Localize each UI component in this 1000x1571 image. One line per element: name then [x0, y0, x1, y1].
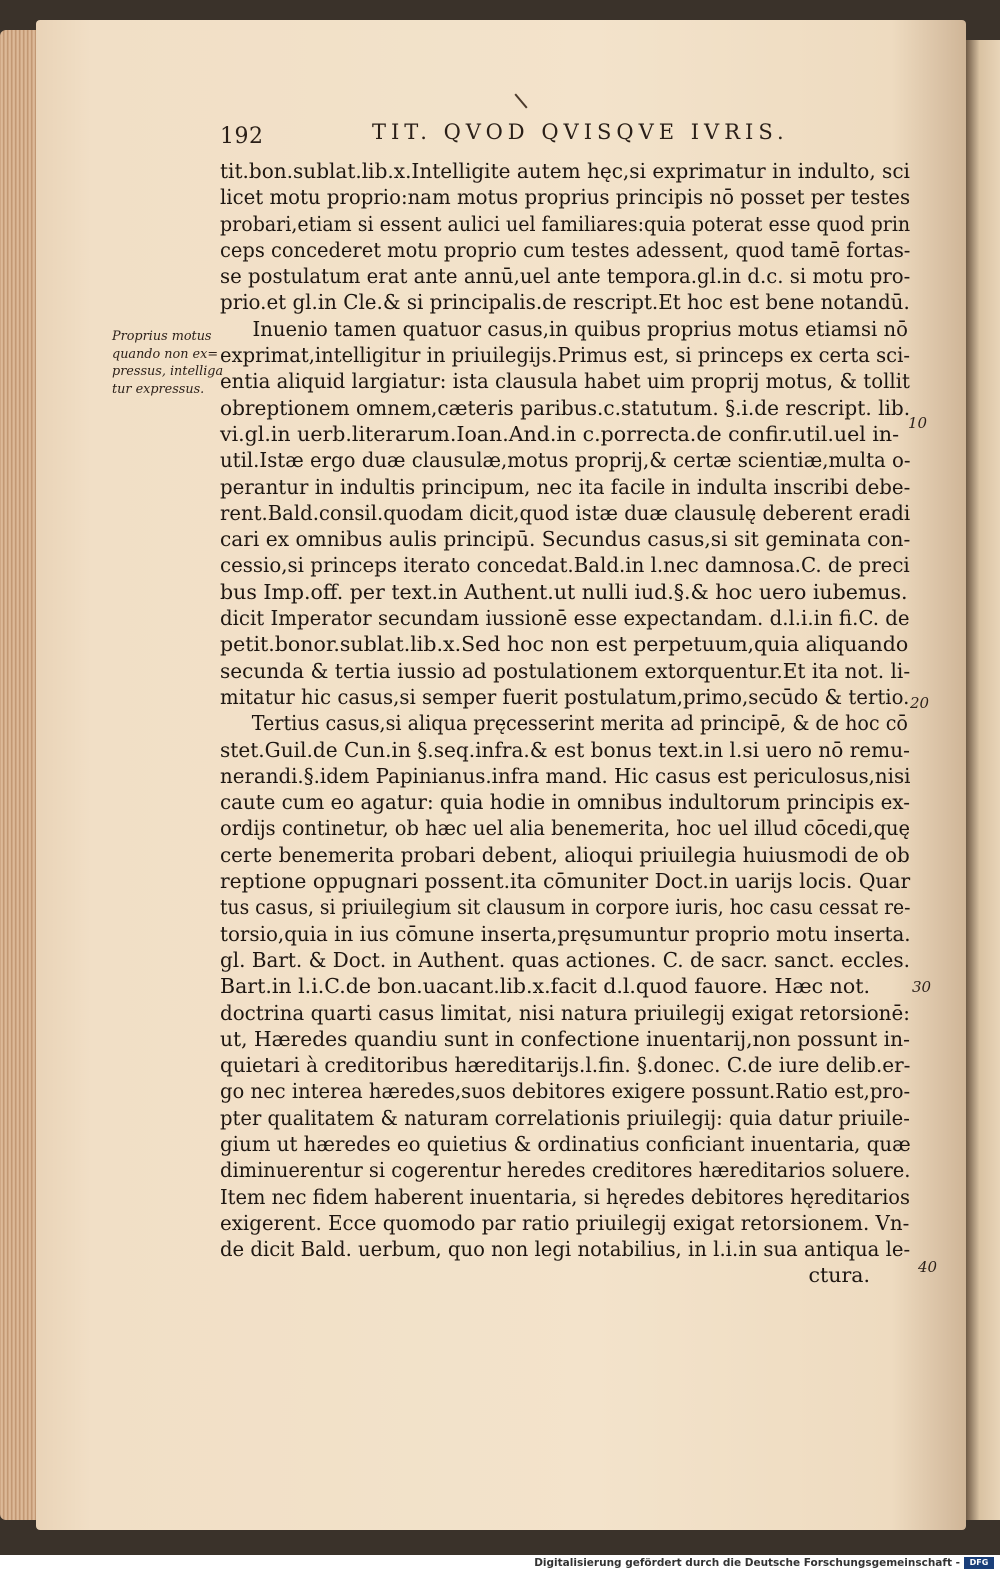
- text-line: ordijs continetur, ob hæc uel alia benemerita, hoc uel illud cōcedi,quę: [220, 816, 911, 841]
- text-line: caute cum eo agatur: quia hodie in omnibus indultorum principis ex-: [220, 790, 910, 815]
- text-line: ut, Hæredes quandiu sunt in confectione inuentarij,non possunt in-: [220, 1026, 910, 1051]
- margin-note-line: quando non ex=: [112, 346, 219, 362]
- line-number: 30: [912, 978, 932, 996]
- text-line: certe benemerita probari debent, alioqui priuilegia huiusmodi de ob: [220, 842, 910, 867]
- margin-note-line: pressus, intelliga: [112, 364, 224, 379]
- running-head: TIT. QVOD QVISQVE IVRIS.: [372, 120, 789, 144]
- text-line: Inuenio tamen quatuor casus,in quibus proprius motus etiamsi nō: [252, 316, 908, 341]
- text-line: cari ex omnibus aulis principū. Secundus casus,si sit geminata con-: [220, 527, 911, 552]
- line-number: 40: [918, 1258, 938, 1276]
- margin-note-line: Proprius motus: [112, 329, 212, 344]
- text-line: nerandi.§.idem Papinianus.infra mand. Hic casus est periculosus,nisi: [220, 763, 911, 788]
- text-line: entia aliquid largiatur: ista clausula habet uim proprij motus, & tollit: [220, 369, 910, 394]
- text-line: de dicit Bald. uerbum, quo non legi notabilius, in l.i.in sua antiqua le-: [220, 1237, 911, 1262]
- text-line: dicit Imperator secundam iussionē esse expectandam. d.l.i.in fi.C. de: [220, 606, 910, 631]
- text-line: obreptionem omnem,cæteris paribus.c.statutum. §.i.de rescript. lib.: [220, 395, 911, 420]
- text-line: go nec interea hæredes,suos debitores exigere possunt.Ratio est,pro-: [220, 1079, 911, 1104]
- text-line: quietari à creditoribus hæreditarijs.l.fin. §.donec. C.de iure delib.er-: [220, 1053, 911, 1078]
- text-line: vi.gl.in uerb.literarum.Ioan.And.in c.porrecta.de confir.util.uel in-: [220, 421, 900, 446]
- text-line: gl. Bart. & Doct. in Authent. quas actiones. C. de sacr. sanct. eccles.: [220, 947, 910, 972]
- text-line: Tertius casus,si aliqua pręcesserint merita ad principē, & de hoc cō: [251, 711, 908, 736]
- text-line: probari,etiam si essent aulici uel familiares:quia poterat esse quod prin: [220, 211, 911, 236]
- text-line: licet motu proprio:nam motus proprius principis nō posset per testes: [220, 185, 911, 210]
- text-line: reptione oppugnari possent.ita cōmuniter Doct.in uarijs locis. Quar: [220, 869, 911, 894]
- page-edges: [0, 30, 40, 1520]
- text-line: diminuerentur si cogerentur heredes creditores hæreditarios soluere.: [220, 1158, 911, 1183]
- text-line: mitatur hic casus,si semper fuerit postulatum,primo,secūdo & tertio.: [220, 684, 910, 709]
- facing-page-edge: [966, 40, 1000, 1520]
- margin-note: [112, 328, 222, 398]
- text-line: se postulatum erat ante annū,uel ante tempora.gl.in d.c. si motu pro-: [220, 264, 911, 289]
- digitization-footer: [0, 1555, 1000, 1571]
- text-line: cessio,si princeps iterato concedat.Bald.in l.nec damnosa.C. de preci: [220, 553, 910, 578]
- text-line: doctrina quarti casus limitat, nisi natura priuilegij exigat retorsionē:: [220, 1000, 910, 1025]
- dfg-logo: DFG: [964, 1557, 994, 1569]
- text-line: ceps concederet motu proprio cum testes adessent, quod tamē fortas-: [220, 237, 911, 262]
- footer-credit: Digitalisierung gefördert durch die Deutsche Forschungsgemeinschaft -: [534, 1557, 960, 1569]
- text-line: Bart.in l.i.C.de bon.uacant.lib.x.facit d.l.quod fauore. Hæc not.: [220, 974, 870, 999]
- text-line: Item nec fidem haberent inuentaria, si hęredes debitores hęreditarios: [220, 1184, 910, 1209]
- text-line: exprimat,intelligitur in priuilegijs.Primus est, si princeps ex certa sci-: [220, 343, 910, 368]
- text-line: tit.bon.sublat.lib.x.Intelligite autem hęc,si exprimatur in indulto, sci: [220, 159, 910, 183]
- text-line: rent.Bald.consil.quodam dicit,quod istæ duæ clausulę deberent eradi: [220, 500, 911, 525]
- text-line: secunda & tertia iussio ad postulationem extorquentur.Et ita not. li-: [220, 658, 911, 683]
- text-line: util.Istæ ergo duæ clausulæ,motus proprij,& certæ scientiæ,multa o-: [220, 448, 911, 473]
- text-line: prio.et gl.in Cle.& si principalis.de rescript.Et hoc est bene notandū.: [220, 290, 910, 315]
- catchword: ctura.: [808, 1263, 870, 1288]
- margin-note-line: tur expressus.: [112, 381, 205, 397]
- text-line: torsio,quia in ius cōmune inserta,pręsumuntur proprio motu inserta.: [220, 921, 911, 946]
- text-line: exigerent. Ecce quomodo par ratio priuilegij exigat retorsionem. Vn-: [220, 1210, 910, 1235]
- text-line: tus casus, si priuilegium sit clausum in corpore iuris, hoc casu cessat re-: [220, 895, 911, 920]
- line-number: 20: [910, 694, 930, 712]
- text-line: gium ut hæredes eo quietius & ordinatius conficiant inuentaria, quæ: [220, 1131, 911, 1156]
- line-number: 10: [908, 414, 928, 432]
- text-line: pter qualitatem & naturam correlationis priuilegij: quia datur priuile-: [220, 1105, 910, 1130]
- text-line: petit.bonor.sublat.lib.x.Sed hoc non est perpetuum,quia aliquando: [220, 632, 909, 657]
- text-line: perantur in indultis principum, nec ita facile in indulta inscribi debe-: [220, 474, 911, 499]
- body-text: [220, 158, 910, 1289]
- text-line: stet.Guil.de Cun.in §.seq.infra.& est bonus text.in l.si uero nō remu-: [220, 737, 910, 762]
- page-number: 192: [220, 124, 264, 149]
- text-line: bus Imp.off. per text.in Authent.ut nulli iud.§.& hoc uero iubemus.: [220, 579, 908, 604]
